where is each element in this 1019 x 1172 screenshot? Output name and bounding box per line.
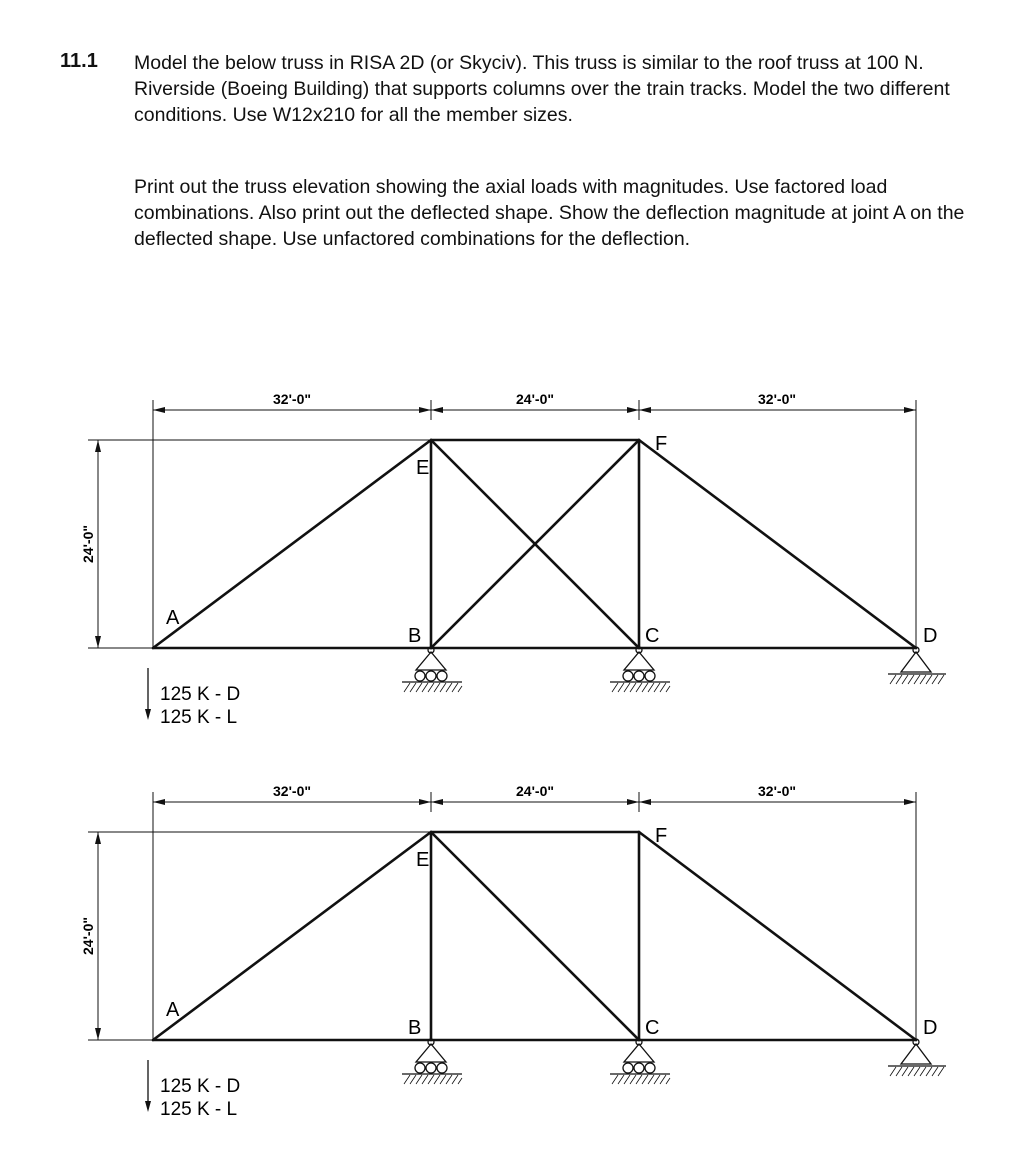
joint-label-d: D	[923, 1017, 938, 1039]
dim-middle-span: 24'-0"	[516, 783, 554, 799]
joint-label-c: C	[645, 1017, 660, 1039]
load-arrow-icon	[145, 1101, 151, 1112]
member-ec	[431, 832, 639, 1040]
joint-label-b: B	[408, 1017, 422, 1039]
joint-label-a: A	[166, 607, 180, 629]
joint-label-e: E	[416, 457, 430, 479]
dim-right-span: 32'-0"	[758, 391, 796, 407]
roller-support-b	[402, 647, 462, 692]
dim-arrow	[431, 407, 443, 413]
dim-arrow	[95, 1028, 101, 1040]
pin-support-d	[888, 1039, 946, 1076]
roller-support-c	[610, 647, 670, 692]
pin-support-d	[888, 647, 946, 684]
joint-label-e: E	[416, 849, 430, 871]
problem-number: 11.1	[60, 50, 98, 72]
dim-arrow	[419, 407, 431, 413]
load-live: 125 K - L	[160, 1099, 238, 1120]
joint-label-f: F	[655, 433, 668, 455]
dim-arrow	[639, 407, 651, 413]
member-fd	[639, 832, 916, 1040]
dim-arrow	[95, 832, 101, 844]
joint-label-f: F	[655, 825, 668, 847]
problem-paragraph-1: Model the below truss in RISA 2D (or Skyciv). This truss is similar to the roof truss at 100 N. Riverside (Boeing Building) that supports columns over the train tracks. Model the two different conditions. Use W12x210 for all the member sizes.	[134, 52, 950, 126]
dim-height: 24'-0"	[80, 525, 96, 563]
joint-label-b: B	[408, 625, 422, 647]
member-fd	[639, 440, 916, 648]
dim-arrow	[627, 799, 639, 805]
truss-figure-1	[0, 380, 1019, 770]
dim-right-span: 32'-0"	[758, 783, 796, 799]
dim-arrow	[419, 799, 431, 805]
dim-arrow	[639, 799, 651, 805]
dim-middle-span: 24'-0"	[516, 391, 554, 407]
dim-arrow	[904, 799, 916, 805]
dim-arrow	[627, 407, 639, 413]
joint-label-c: C	[645, 625, 660, 647]
dim-arrow	[153, 799, 165, 805]
dim-arrow	[904, 407, 916, 413]
dim-height: 24'-0"	[80, 917, 96, 955]
dim-arrow	[431, 799, 443, 805]
load-live: 125 K - L	[160, 707, 238, 728]
dim-arrow	[95, 440, 101, 452]
member-ae	[153, 440, 431, 648]
roller-support-b	[402, 1039, 462, 1084]
truss-drawing-1	[0, 380, 1019, 770]
member-ae	[153, 832, 431, 1040]
truss-figure-2	[0, 772, 1019, 1162]
problem-paragraph-2: Print out the truss elevation showing the axial loads with magnitudes. Use factored load combinations. Also print out the deflected shape. Show the deflection magnitude at joint A on the deflected shape. Use unfactored combinations for the deflection.	[134, 176, 965, 250]
load-arrow-icon	[145, 709, 151, 720]
dim-arrow	[95, 636, 101, 648]
load-dead: 125 K - D	[160, 1076, 241, 1097]
dim-left-span: 32'-0"	[273, 391, 311, 407]
load-dead: 125 K - D	[160, 684, 241, 705]
dim-arrow	[153, 407, 165, 413]
dim-left-span: 32'-0"	[273, 783, 311, 799]
joint-label-d: D	[923, 625, 938, 647]
truss-drawing-2	[0, 772, 1019, 1162]
joint-label-a: A	[166, 999, 180, 1021]
roller-support-c	[610, 1039, 670, 1084]
